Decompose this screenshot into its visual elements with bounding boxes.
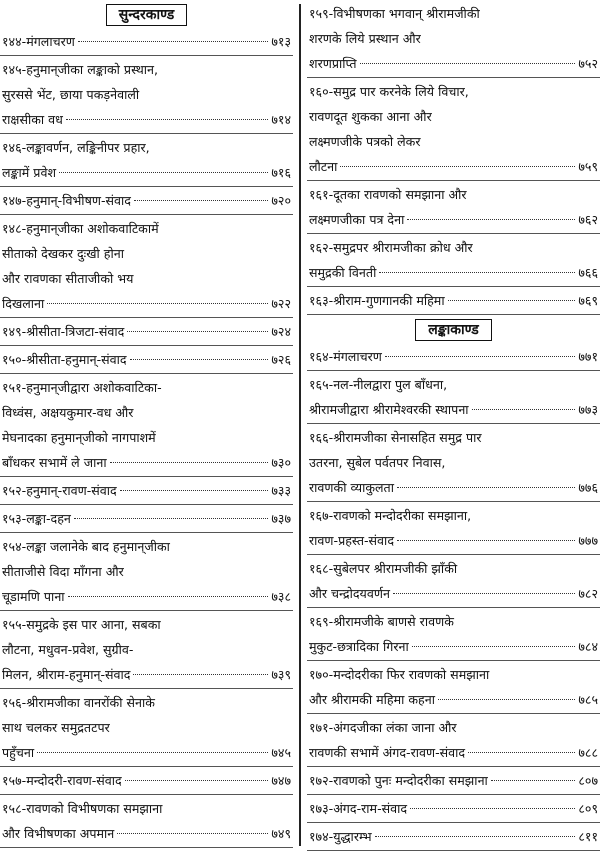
toc-entry-title: चूडामणि पाना <box>2 589 65 604</box>
toc-entry-title: १६४-मंगलाचरण <box>309 349 382 364</box>
toc-entry-last-line <box>2 347 291 372</box>
toc-entry-last-line <box>309 51 598 76</box>
toc-entry-last-line <box>2 107 291 132</box>
toc-entry-last-line <box>309 687 598 712</box>
toc-entry <box>307 343 600 371</box>
toc-entry <box>307 78 600 181</box>
page-number: ७८४ <box>578 639 598 654</box>
toc-entry-title: १६३-श्रीराम-गुणगानकी महिमा <box>309 293 445 308</box>
toc-entry-last-line <box>309 768 598 793</box>
toc-entry-last-line <box>2 662 291 687</box>
dot-leader <box>410 808 575 809</box>
toc-entry-title: १४४-मंगलाचरण <box>2 34 75 49</box>
page-number: ७८२ <box>578 586 598 601</box>
dot-leader <box>134 200 268 201</box>
toc-entry-line: १४८-हनुमान्‌जीका अशोकवाटिकामें <box>2 221 159 236</box>
toc-entry-last-line <box>309 288 598 313</box>
dot-leader <box>74 518 268 519</box>
toc-entry-title: रावणकी व्याकुलता <box>309 480 394 495</box>
toc-entry <box>0 56 293 134</box>
toc-entry-line: १६८-सुबेलपर श्रीरामजीकी झाँकी <box>309 561 458 576</box>
toc-entry-title: १५३-लङ्का-दहन <box>2 511 71 526</box>
toc-entry <box>0 505 293 533</box>
dot-leader <box>340 166 575 167</box>
page-number: ७३० <box>271 455 291 470</box>
toc-entry-line: १६५-नल-नीलद्वारा पुल बाँधना, <box>309 377 448 392</box>
toc-entry-line: १५९-विभीषणका भगवान् श्रीरामजीकी <box>309 6 480 21</box>
toc-entry-title: मुकुट-छत्रादिका गिरना <box>309 639 409 654</box>
page-number: ७४७ <box>271 773 291 788</box>
toc-entry-title: और चन्द्रोदयवर्णन <box>309 586 390 601</box>
toc-entry-last-line <box>309 796 598 821</box>
toc-entry-line: १६६-श्रीरामजीका सेनासहित समुद्र पार <box>309 430 482 445</box>
toc-entry-line: शरणके लिये प्रस्थान और <box>309 31 421 46</box>
dot-leader <box>125 780 269 781</box>
toc-entry <box>0 215 293 318</box>
toc-entry <box>307 181 600 234</box>
page-number: ७१६ <box>271 165 291 180</box>
dot-leader <box>412 646 576 647</box>
toc-entry-title: दिखलाना <box>2 296 45 311</box>
page-number: ७१३ <box>271 34 291 49</box>
toc-entry-title: बाँधकर सभामें ले जाना <box>2 455 107 470</box>
page-number: ७७३ <box>578 402 598 417</box>
toc-entry-title: १५०-श्रीसीता-हनुमान्-संवाद <box>2 352 127 367</box>
page-number: ७५२ <box>578 56 598 71</box>
page-number: ७८८ <box>578 745 598 760</box>
toc-entry-line: १५५-समुद्रके इस पार आना, सबका <box>2 617 161 632</box>
dot-leader <box>37 752 268 753</box>
toc-entry-last-line <box>2 188 291 213</box>
toc-entry-title: लौटना <box>309 159 338 174</box>
toc-entry-title: १४७-हनुमान्-विभीषण-संवाद <box>2 193 131 208</box>
toc-entry <box>0 611 293 689</box>
toc-entry-title: १७२-रावणको पुनः मन्दोदरीका समझाना <box>309 773 488 788</box>
toc-entry-last-line <box>309 528 598 553</box>
toc-entry-last-line <box>2 450 291 475</box>
dot-leader <box>472 409 576 410</box>
dot-leader <box>397 540 575 541</box>
dot-leader <box>397 487 575 488</box>
toc-entry-last-line <box>2 160 291 185</box>
page-number: ७७१ <box>578 349 598 364</box>
dot-leader <box>110 462 269 463</box>
toc-entry-line: रावणदूत शुकका आना और <box>309 109 432 124</box>
dot-leader <box>120 490 269 491</box>
toc-entry-line: १६७-रावणको मन्दोदरीका समझाना, <box>309 508 472 523</box>
page-number: ७२४ <box>271 324 291 339</box>
column-divider <box>299 4 301 846</box>
dot-leader <box>59 172 268 173</box>
toc-entry <box>0 767 293 795</box>
toc-entry-title: और विभीषणका अपमान <box>2 826 115 841</box>
toc-entry-title: १७३-अंगद-राम-संवाद <box>309 801 408 816</box>
page-number: ७६९ <box>578 293 598 308</box>
page-number: ७१४ <box>271 112 291 127</box>
dot-leader <box>360 63 576 64</box>
page-number: ७३८ <box>271 589 291 604</box>
toc-entry-line: १५१-हनुमान्‌जीद्वारा अशोकवाटिका- <box>2 380 162 395</box>
page-number: ७४९ <box>271 826 291 841</box>
toc-entry-line: सीताको देखकर दुःखी होना <box>2 246 124 261</box>
toc-entry-line: १५४-लङ्का जलानेके बाद हनुमान्‌जीका <box>2 539 170 554</box>
toc-entry-last-line <box>2 740 291 765</box>
dot-leader <box>407 219 575 220</box>
toc-entry-last-line <box>2 478 291 503</box>
toc-entry-line: १७१-अंगदजीका लंका जाना और <box>309 720 457 735</box>
right-column <box>307 0 600 851</box>
toc-entry-line: विध्वंस, अक्षयकुमार-वध और <box>2 405 134 420</box>
toc-entry <box>307 0 600 78</box>
toc-entry-line: १६९-श्रीरामजीके बाणसे रावणके <box>309 614 454 629</box>
toc-entry-last-line <box>2 29 291 54</box>
dot-leader <box>385 356 575 357</box>
toc-entry <box>0 477 293 505</box>
page-number: ७७७ <box>578 533 598 548</box>
toc-entry-line: १४५-हनुमान्‌जीका लङ्काको प्रस्थान, <box>2 62 159 77</box>
section-heading-lankakand: लङ्काकाण्ड <box>415 319 492 341</box>
page-number: ७२० <box>271 193 291 208</box>
page-number: ७२६ <box>271 352 291 367</box>
toc-entry-last-line <box>2 506 291 531</box>
left-column <box>0 0 293 848</box>
toc-entry-last-line <box>2 291 291 316</box>
toc-entry <box>307 234 600 287</box>
toc-entry-last-line <box>309 207 598 232</box>
toc-entry <box>0 318 293 346</box>
page-number: ७६६ <box>578 265 598 280</box>
dot-leader <box>127 331 268 332</box>
toc-entry-title: लङ्कामें प्रवेश <box>2 165 57 180</box>
toc-list-lankakand <box>307 343 600 851</box>
section-heading-sundarkand: सुन्दरकाण्ड <box>106 4 187 26</box>
toc-entry-last-line <box>309 344 598 369</box>
toc-entry-title: १५२-हनुमान्-रावण-संवाद <box>2 483 117 498</box>
page-number: ८११ <box>578 829 598 844</box>
dot-leader <box>393 593 575 594</box>
toc-entry-line: १४६-लङ्कावर्णन, लङ्किनीपर प्रहार, <box>2 140 150 155</box>
page-number: ८०७ <box>578 773 598 788</box>
toc-entry-title: समुद्रकी विनती <box>309 265 377 280</box>
toc-entry-line: मेघनादका हनुमान्‌जीको नागपाशमें <box>2 430 156 445</box>
toc-entry-last-line <box>2 319 291 344</box>
toc-entry-title: रावण-प्रहस्त-संवाद <box>309 533 395 548</box>
toc-entry-last-line <box>2 768 291 793</box>
page-number: ७७६ <box>578 480 598 495</box>
toc-entry-title: लक्ष्मणजीका पत्र देना <box>309 212 405 227</box>
dot-leader <box>379 272 575 273</box>
toc-entry-line: १५६-श्रीरामजीका वानरोंकी सेनाके <box>2 695 155 710</box>
toc-entry <box>0 346 293 374</box>
toc-entry-line: लौटना, मधुवन-प्रवेश, सुग्रीव- <box>2 642 134 657</box>
toc-entry-title: और श्रीरामकी महिमा कहना <box>309 692 435 707</box>
toc-entry-last-line <box>309 154 598 179</box>
dot-leader <box>375 836 576 837</box>
dot-leader <box>68 596 269 597</box>
toc-entry-last-line <box>309 581 598 606</box>
toc-entry-line: साथ चलकर समुद्रतटपर <box>2 720 110 735</box>
toc-entry-last-line <box>309 260 598 285</box>
toc-list-sundarkand-continued <box>307 0 600 315</box>
dot-leader <box>78 41 268 42</box>
toc-entry-title: राक्षसीका वध <box>2 112 63 127</box>
toc-entry-line: १६०-समुद्र पार करनेके लिये विचार, <box>309 84 469 99</box>
page-number: ७८५ <box>578 692 598 707</box>
toc-entry <box>307 767 600 795</box>
page-number: ७५९ <box>578 159 598 174</box>
toc-entry-last-line <box>2 821 291 846</box>
toc-entry-line: १५८-रावणको विभीषणका समझाना <box>2 801 163 816</box>
toc-entry-title: १५७-मन्दोदरी-रावण-संवाद <box>2 773 122 788</box>
toc-entry <box>307 502 600 555</box>
dot-leader <box>468 752 575 753</box>
toc-entry-title: रावणकी सभामें अंगद-रावण-संवाद <box>309 745 466 760</box>
toc-entry <box>307 287 600 315</box>
toc-entry <box>0 533 293 611</box>
toc-entry <box>0 134 293 187</box>
dot-leader <box>438 699 575 700</box>
page-number: ७३७ <box>271 511 291 526</box>
toc-entry-title: पहुँचना <box>2 745 35 760</box>
toc-entry <box>0 689 293 767</box>
page-number: ७३३ <box>271 483 291 498</box>
toc-entry <box>307 823 600 851</box>
page-number: ७४५ <box>271 745 291 760</box>
dot-leader <box>491 780 576 781</box>
toc-entry-line: १७०-मन्दोदरीका फिर रावणको समझाना <box>309 667 490 682</box>
toc-entry-line: उतरना, सुबेल पर्वतपर निवास, <box>309 455 446 470</box>
toc-entry <box>307 371 600 424</box>
page-number: ७६२ <box>578 212 598 227</box>
dot-leader <box>448 300 576 301</box>
toc-entry <box>0 28 293 56</box>
toc-entry-title: मिलन, श्रीराम-हनुमान्-संवाद <box>2 667 131 682</box>
dot-leader <box>130 359 269 360</box>
dot-leader <box>47 303 268 304</box>
toc-entry <box>307 661 600 714</box>
page-number: ८०९ <box>578 801 598 816</box>
dot-leader <box>117 833 268 834</box>
toc-entry-line: लक्ष्मणजीके पत्रको लेकर <box>309 134 421 149</box>
toc-entry-last-line <box>309 634 598 659</box>
dot-leader <box>133 674 268 675</box>
toc-entry-line: १६१-दूतका रावणको समझाना और <box>309 187 467 202</box>
toc-entry-title: शरणप्राप्ति <box>309 56 357 71</box>
toc-entry <box>307 424 600 502</box>
toc-list-sundarkand <box>0 28 293 848</box>
toc-entry-title: १४९-श्रीसीता-त्रिजटा-संवाद <box>2 324 125 339</box>
toc-entry <box>0 187 293 215</box>
toc-entry-last-line <box>309 824 598 849</box>
toc-entry-line: सुरससे भेंट, छाया पकड़नेवाली <box>2 87 140 102</box>
toc-entry <box>307 795 600 823</box>
toc-entry <box>307 608 600 661</box>
toc-entry-line: १६२-समुद्रपर श्रीरामजीका क्रोध और <box>309 240 473 255</box>
toc-entry-line: और रावणका सीताजीको भय <box>2 271 134 286</box>
toc-entry-title: श्रीरामजीद्वारा श्रीरामेश्वरकी स्थापना <box>309 402 469 417</box>
toc-entry-last-line <box>2 584 291 609</box>
toc-entry-title: १७४-युद्धारम्भ <box>309 829 372 844</box>
toc-entry <box>0 795 293 848</box>
toc-entry <box>307 555 600 608</box>
toc-entry-last-line <box>309 397 598 422</box>
toc-entry-last-line <box>309 740 598 765</box>
page-number: ७२२ <box>271 296 291 311</box>
toc-entry-last-line <box>309 475 598 500</box>
toc-entry <box>307 714 600 767</box>
toc-entry <box>0 374 293 477</box>
dot-leader <box>66 119 268 120</box>
page-number: ७३९ <box>271 667 291 682</box>
toc-entry-line: सीताजीसे विदा माँगना और <box>2 564 124 579</box>
